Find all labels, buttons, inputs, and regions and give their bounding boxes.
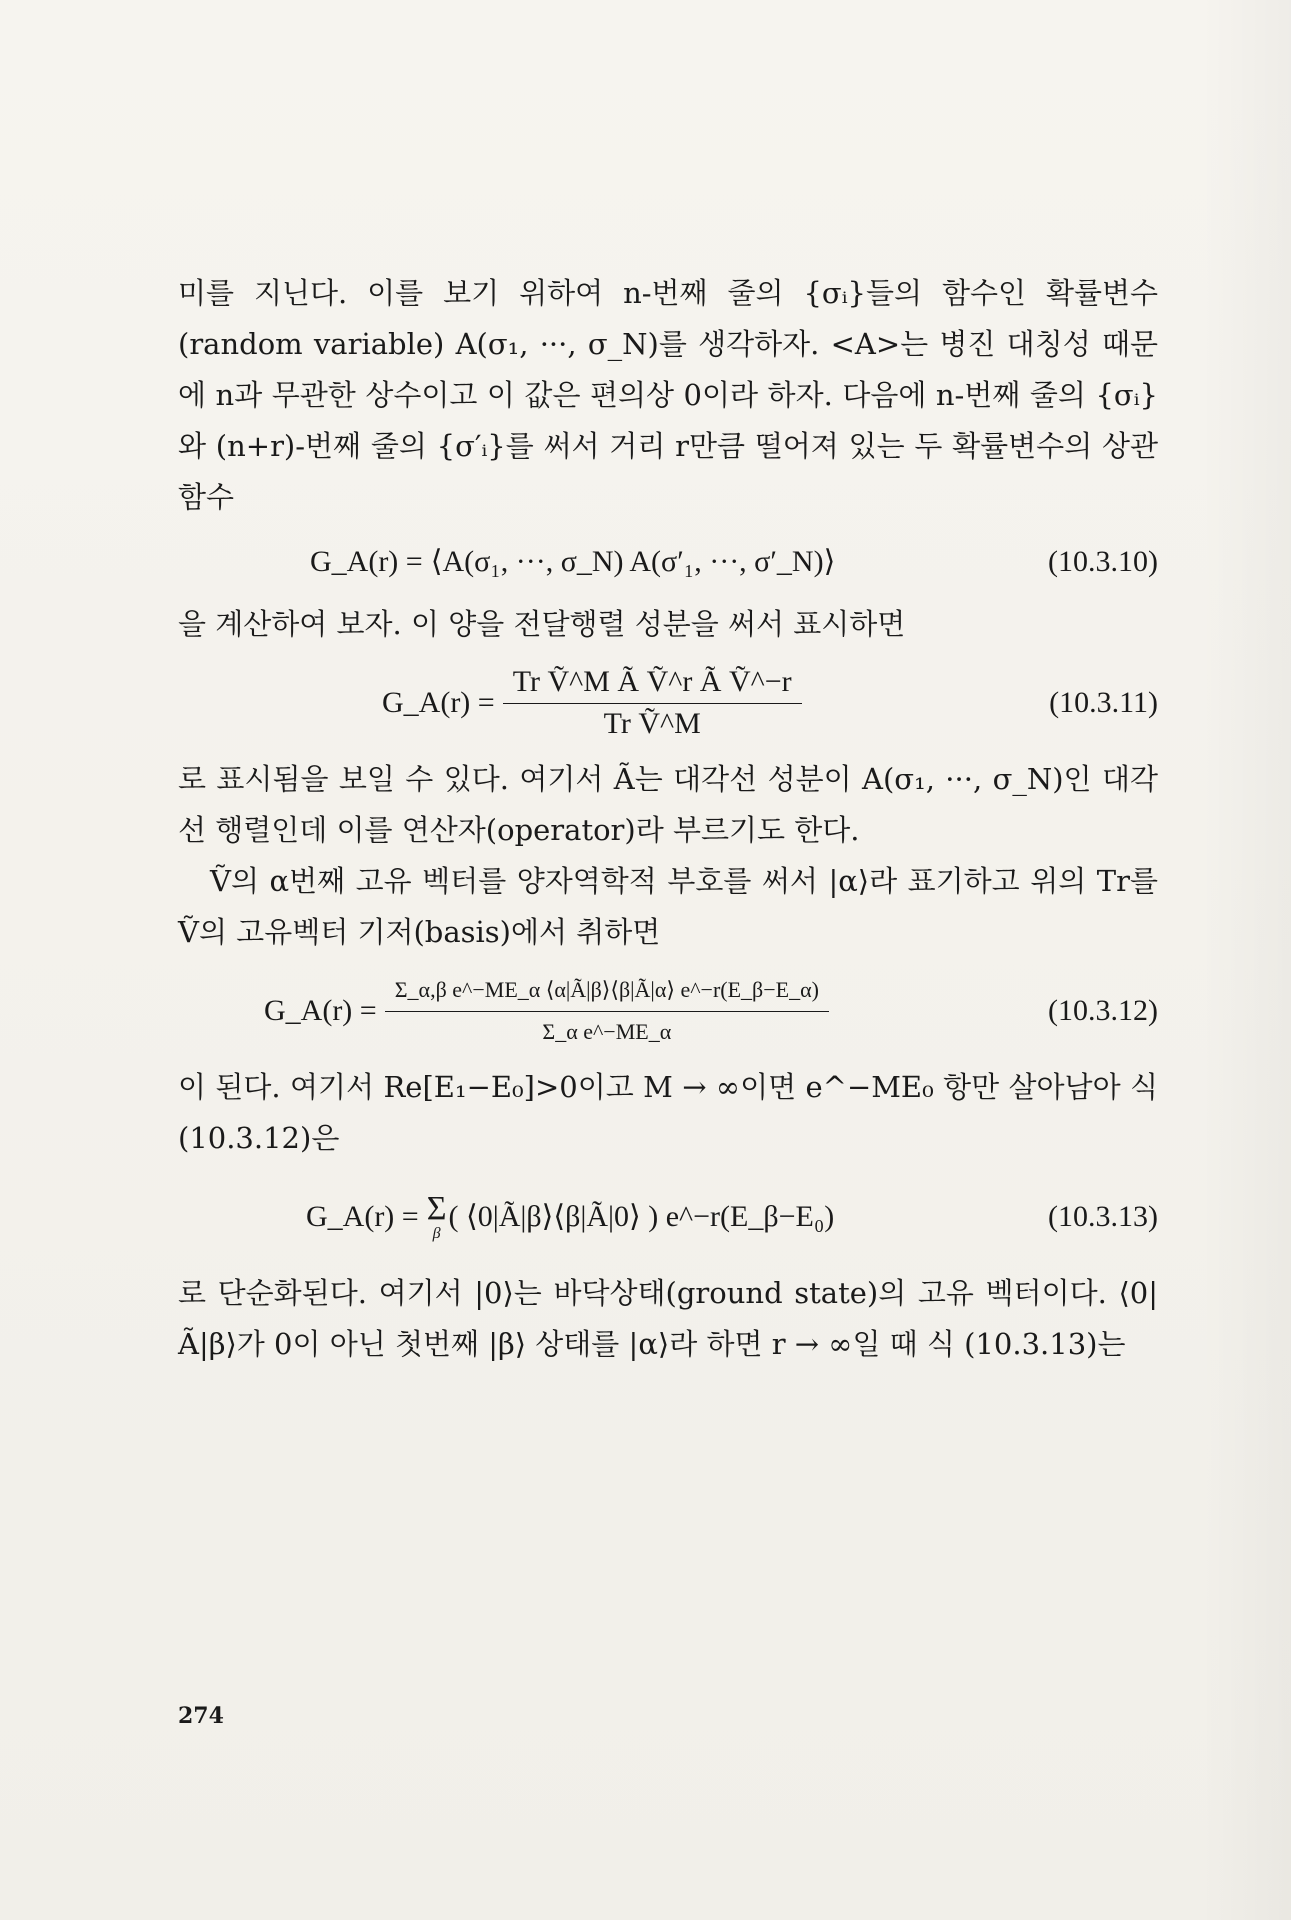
paragraph-4: Ṽ의 α번째 고유 벡터를 양자역학적 부호를 써서 |α⟩라 표기하고 위의 Tr를 Ṽ의 고유벡터 기저(basis)에서 취하면 [178, 864, 1158, 949]
paragraph-2: 을 계산하여 보자. 이 양을 전달행렬 성분을 써서 표시하면 [178, 607, 906, 641]
fraction [385, 971, 829, 1050]
fraction-denominator: Tr Ṽ^M [603, 706, 701, 740]
page-body [178, 268, 1158, 1370]
fraction-numerator: Tr Ṽ^M Ã Ṽ^r Ã Ṽ^−r [503, 663, 802, 704]
paragraph-3: 로 표시됨을 보일 수 있다. 여기서 Ã는 대각선 성분이 A(σ₁, ···, σ_N)인 대각선 행렬인데 이를 연산자(operator)라 부르기도 한다. [178, 762, 1158, 847]
equation-10-3-13 [178, 1164, 1158, 1268]
summation [427, 1191, 447, 1241]
page-number: 274 [178, 1703, 224, 1729]
equation-lhs: G_A(r) = [264, 993, 377, 1027]
summation-sign: Σ [426, 1190, 447, 1227]
equation-lhs: G_A(r) = [382, 685, 495, 719]
fraction-numerator: Σ_α,β e^−ME_α ⟨α|Ã|β⟩⟨β|Ã|α⟩ e^−r(E_β−E_α) [385, 971, 829, 1012]
equation-lhs: G_A(r) = [306, 1199, 419, 1233]
equation-10-3-10 [178, 523, 1158, 599]
page-edge-shadow [1201, 0, 1291, 1920]
equation-number: (10.3.12) [1048, 993, 1158, 1027]
equation-body: ( ⟨0|Ã|β⟩⟨β|Ã|0⟩ ) e^−r(E_β−E₀) [448, 1199, 835, 1233]
equation-lhs: G_A(r) = [310, 544, 423, 578]
equation-body: ⟨A(σ₁, ···, σ_N) A(σ′₁, ···, σ′_N)⟩ [430, 544, 836, 578]
fraction [503, 663, 802, 742]
paragraph-5: 이 된다. 여기서 Re[E₁−E₀]>0이고 M → ∞이면 e^−ME₀ 항만 살아남아 식 (10.3.12)은 [178, 1070, 1158, 1155]
equation-number: (10.3.11) [1049, 685, 1158, 719]
fraction-denominator: Σ_α e^−ME_α [542, 1018, 672, 1044]
equation-10-3-11 [178, 650, 1158, 754]
equation-number: (10.3.10) [1048, 544, 1158, 578]
summation-index: β [432, 1225, 441, 1242]
equation-number: (10.3.13) [1048, 1199, 1158, 1233]
paragraph-6: 로 단순화된다. 여기서 |0⟩는 바닥상태(ground state)의 고유 벡터이다. ⟨0|Ã|β⟩가 0이 아닌 첫번째 |β⟩ 상태를 |α⟩라 하면 r → ∞일 때 식 (10.3.13)는 [178, 1276, 1158, 1361]
equation-10-3-12 [178, 958, 1158, 1062]
paragraph-1: 미를 지닌다. 이를 보기 위하여 n-번째 줄의 {σᵢ}들의 함수인 확률변수(random variable) A(σ₁, ···, σ_N)를 생각하자. <A>는 병진 대칭성 때문에 n과 무관한 상수이고 이 값은 편의상 0이라 하자. 다음에 n-번째 줄의 {σᵢ}와 (n+r)-번째 줄의 {σ′ᵢ}를 써서 거리 r만큼 떨어져 있는 두 확률변수의 상관함수 [178, 276, 1158, 514]
